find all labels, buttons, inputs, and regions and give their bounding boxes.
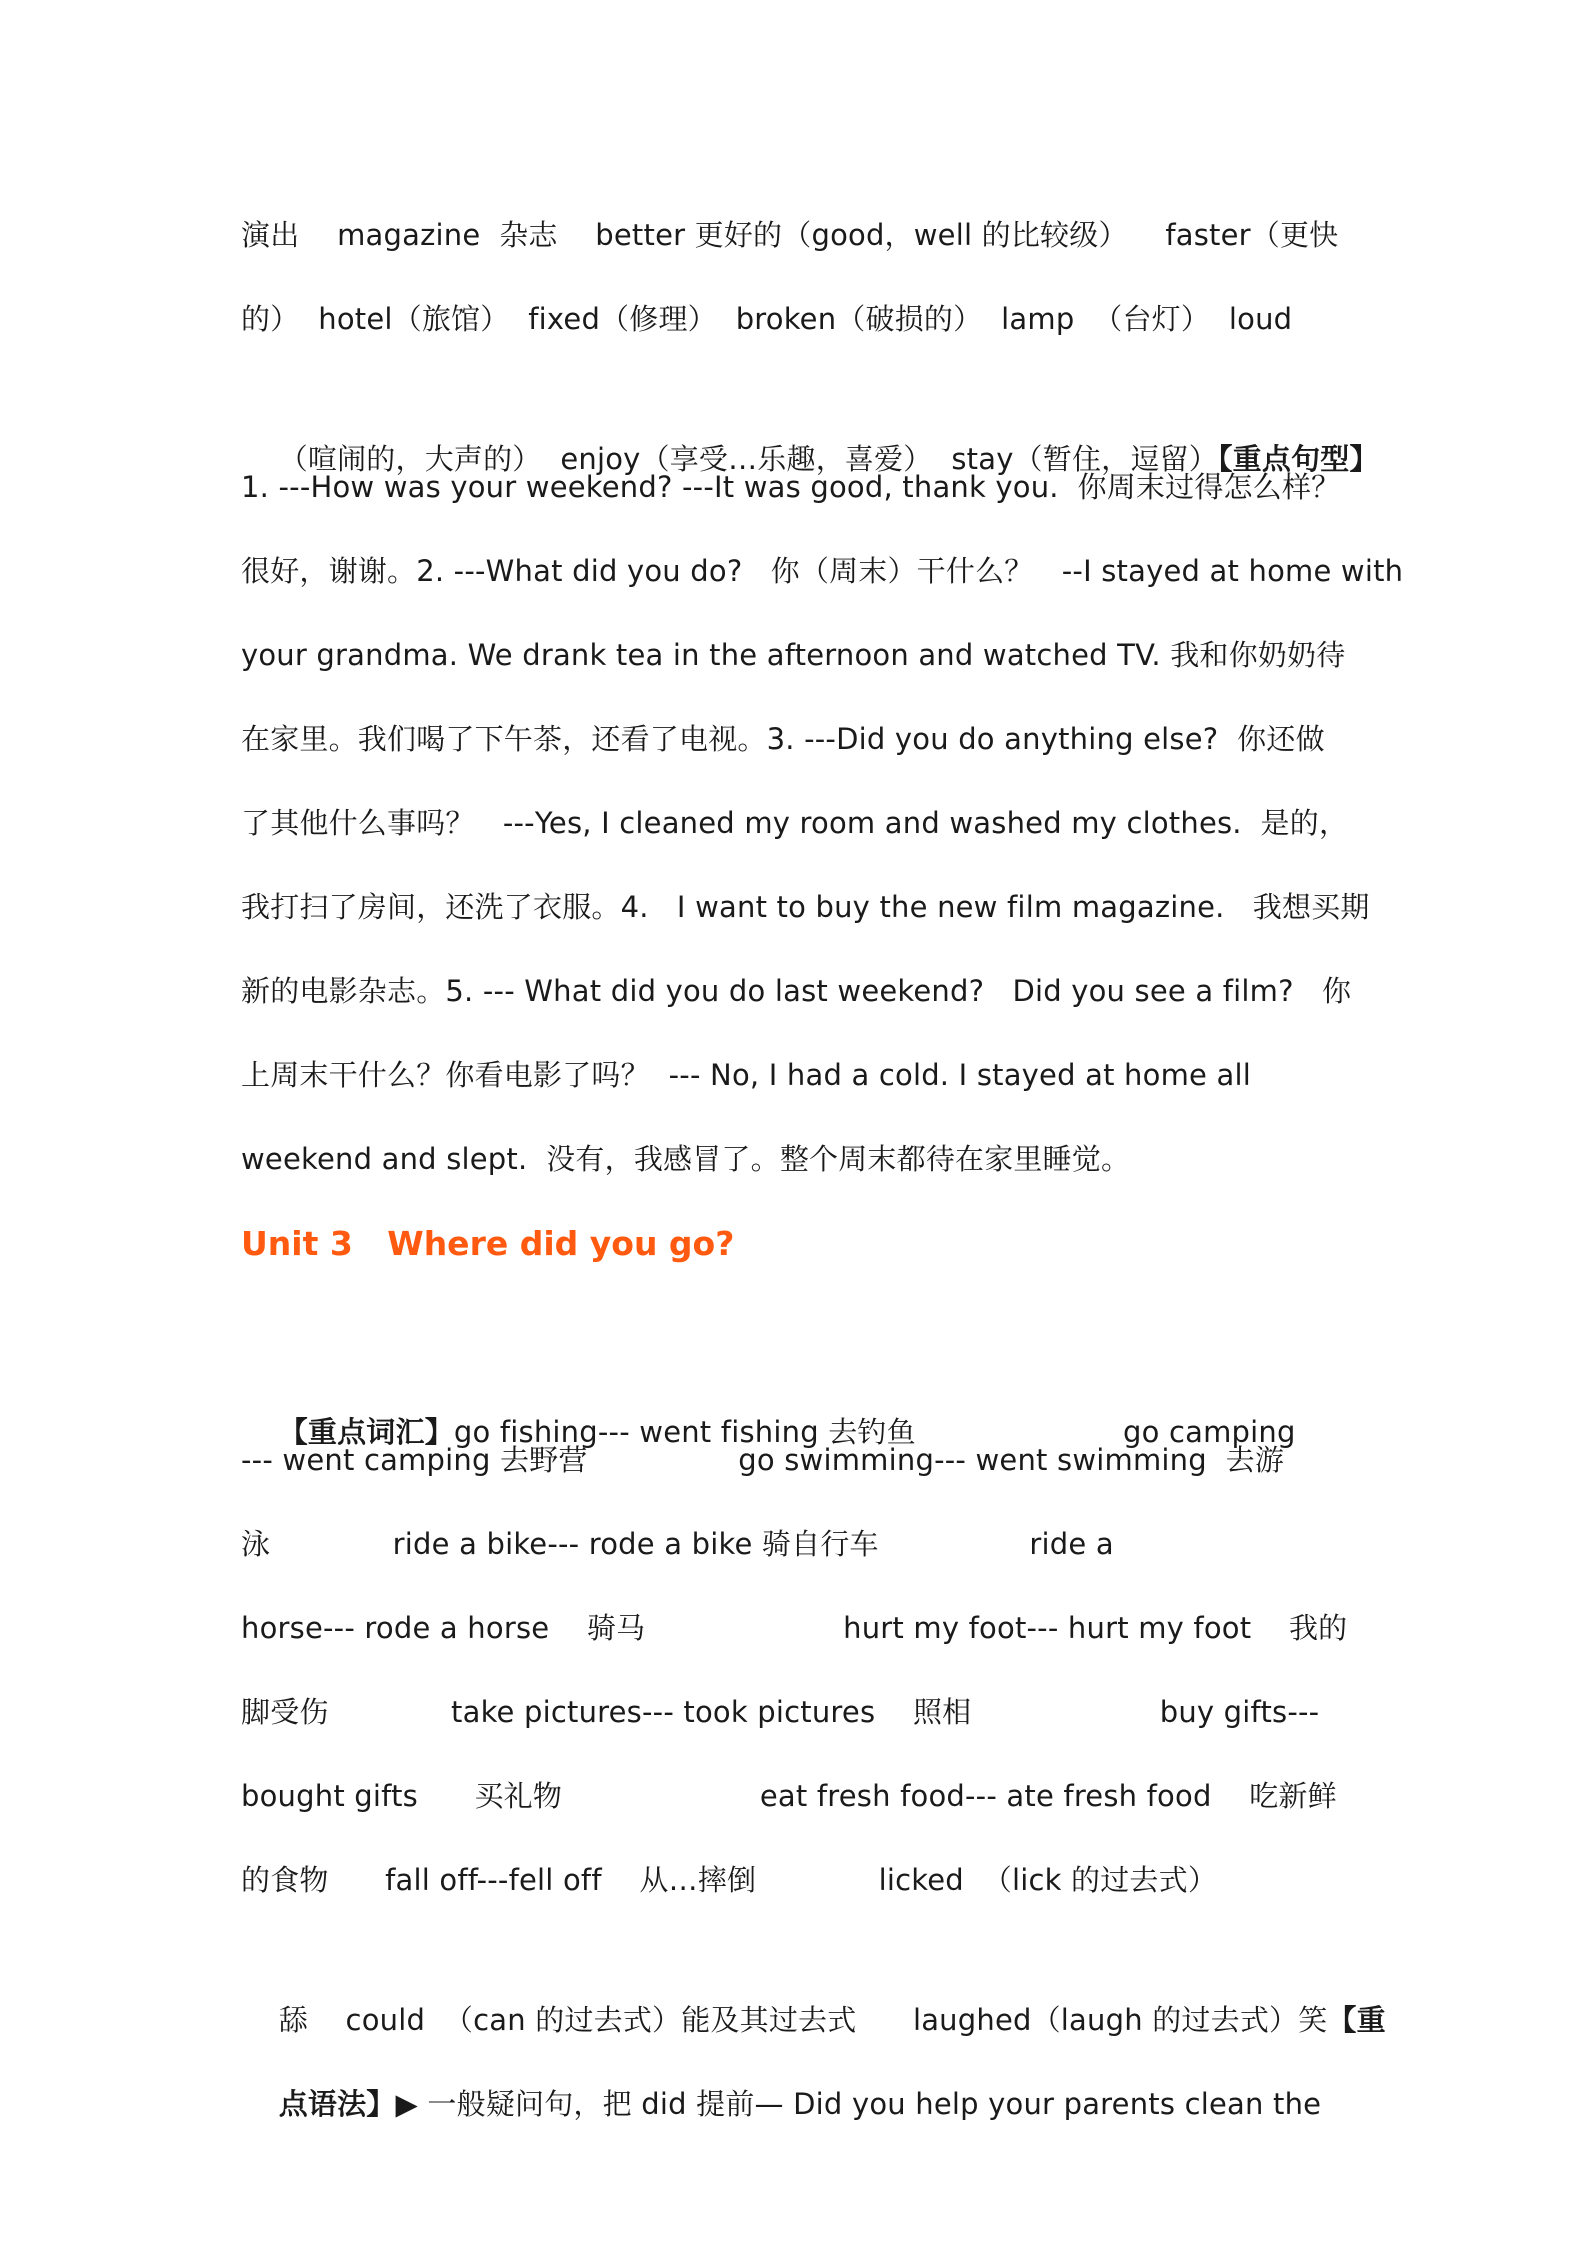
text-line: 泳 ride a bike--- rode a bike 骑自行车 ride a <box>241 1527 1114 1561</box>
text-span: 舔 could （can 的过去式）能及其过去式 laughed（laugh 的过去式）笑 <box>278 2003 1328 2037</box>
text-line: 了其他什么事吗？ ---Yes, I cleaned my room and washed my clothes. 是的， <box>241 806 1349 840</box>
text-line: 演出 magazine 杂志 better 更好的（good，well 的比较级） faster（更快 <box>241 218 1339 252</box>
text-line <box>241 1348 1361 1449</box>
text-line: 的食物 fall off---fell off 从…摔倒 licked （lick 的过去式） <box>241 1863 1218 1897</box>
text-line <box>241 2020 1361 2121</box>
text-line: horse--- rode a horse 骑马 hurt my foot--- hurt my foot 我的 <box>241 1611 1348 1645</box>
text-line: --- went camping 去野营 go swimming--- went swimming 去游 <box>241 1443 1285 1477</box>
text-line: 很好，谢谢。2. ---What did you do? 你（周末）干什么？ --I stayed at home with <box>241 554 1404 588</box>
text-span: （喧闹的，大声的） enjoy（享受…乐趣，喜爱） stay（暂住，逗留） <box>278 442 1218 476</box>
grammar-label-start: 【重 <box>1327 2003 1386 2037</box>
text-line: weekend and slept. 没有，我感冒了。整个周末都待在家里睡觉。 <box>241 1142 1131 1176</box>
text-span: ▶ 一般疑问句，把 did 提前— Did you help your parents clean the <box>395 2087 1322 2121</box>
unit-heading: Unit 3 Where did you go? <box>241 1224 735 1263</box>
text-line: 在家里。我们喝了下午茶，还看了电视。3. ---Did you do anything else? 你还做 <box>241 722 1325 756</box>
text-line: bought gifts 买礼物 eat fresh food--- ate fresh food 吃新鲜 <box>241 1779 1337 1813</box>
text-line: 的） hotel（旅馆） fixed（修理） broken（破损的） lamp （台灯） loud <box>241 302 1293 336</box>
text-line <box>241 375 1379 476</box>
vocab-label: 【重点词汇】 <box>278 1415 454 1449</box>
bold-label: 【重点句型】 <box>1217 442 1379 476</box>
text-line: 我打扫了房间，还洗了衣服。4. I want to buy the new film magazine. 我想买期 <box>241 890 1370 924</box>
text-line: 新的电影杂志。5. --- What did you do last weekend? Did you see a film? 你 <box>241 974 1352 1008</box>
grammar-label-end: 点语法】 <box>278 2087 396 2121</box>
text-line <box>241 1936 1386 2037</box>
text-line: 上周末干什么？你看电影了吗？ --- No, I had a cold. I stayed at home all <box>241 1058 1251 1092</box>
text-line: 脚受伤 take pictures--- took pictures 照相 buy gifts--- <box>241 1695 1320 1729</box>
text-line: 1. ---How was your weekend? ---It was good, thank you. 你周末过得怎么样？ <box>241 470 1341 504</box>
text-line: your grandma. We drank tea in the afternoon and watched TV. 我和你奶奶待 <box>241 638 1346 672</box>
text-span: go fishing--- went fishing 去钓鱼 go camping <box>453 1415 1296 1449</box>
